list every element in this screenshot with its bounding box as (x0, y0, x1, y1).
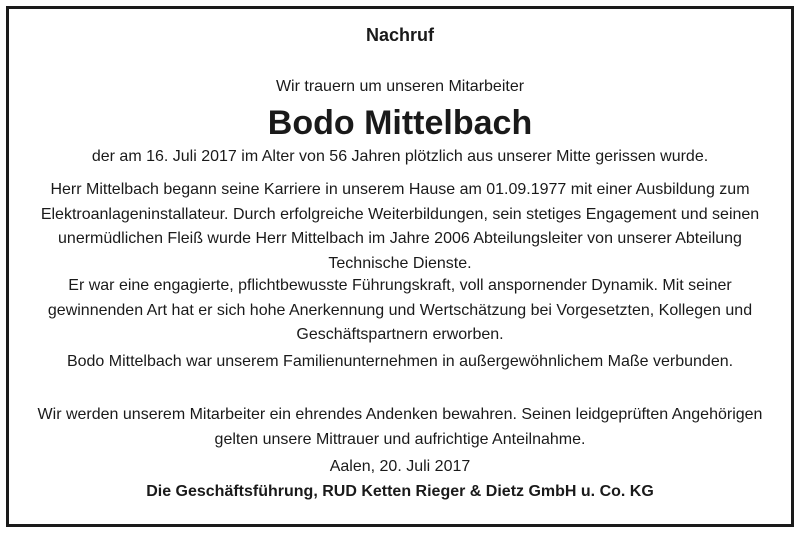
signature: Die Geschäftsführung, RUD Ketten Rieger & Dietz GmbH u. Co. KG (146, 483, 654, 500)
notice-intro: Wir trauern um unseren Mitarbeiter (275, 78, 525, 95)
paragraph-condolence: Wir werden unserem Mitarbeiter ein ehrendes Andenken bewahren. Seinen leidgeprüften Angehörigen gelten unsere Mittrauer und aufrichtige Anteilnahme. (37, 406, 763, 448)
paragraph-character: Er war eine engagierte, pflichtbewusste Führungskraft, voll anspornender Dynamik. Mit seiner gewinnenden Art hat er sich hohe Anerkennung und Wertschätzung bei Vorgesetzten, Kollegen und Geschäftspartnern erworben. (47, 277, 753, 343)
paragraph-connection: Bodo Mittelbach war unserem Familienunternehmen in außergewöhnlichem Maße verbunden. (66, 353, 734, 370)
paragraph-career: Herr Mittelbach begann seine Karriere in unserem Hause am 01.09.1977 mit einer Ausbildung zum Elektroanlageninstallateur. Durch erfolgreiche Weiterbildungen, sein stetiges Engagement und seinen unermüdlichen Fleiß wurde Herr Mittelbach im Jahre 2006 Abteilungsleiter von unserer Abteilung Technische Dienste. (40, 181, 760, 272)
notice-heading: Nachruf (365, 25, 434, 45)
deceased-name: Bodo Mittelbach (267, 104, 533, 142)
place-date: Aalen, 20. Juli 2017 (329, 458, 471, 475)
paragraph-death: der am 16. Juli 2017 im Alter von 56 Jahren plötzlich aus unserer Mitte gerissen wurde. (91, 148, 709, 165)
